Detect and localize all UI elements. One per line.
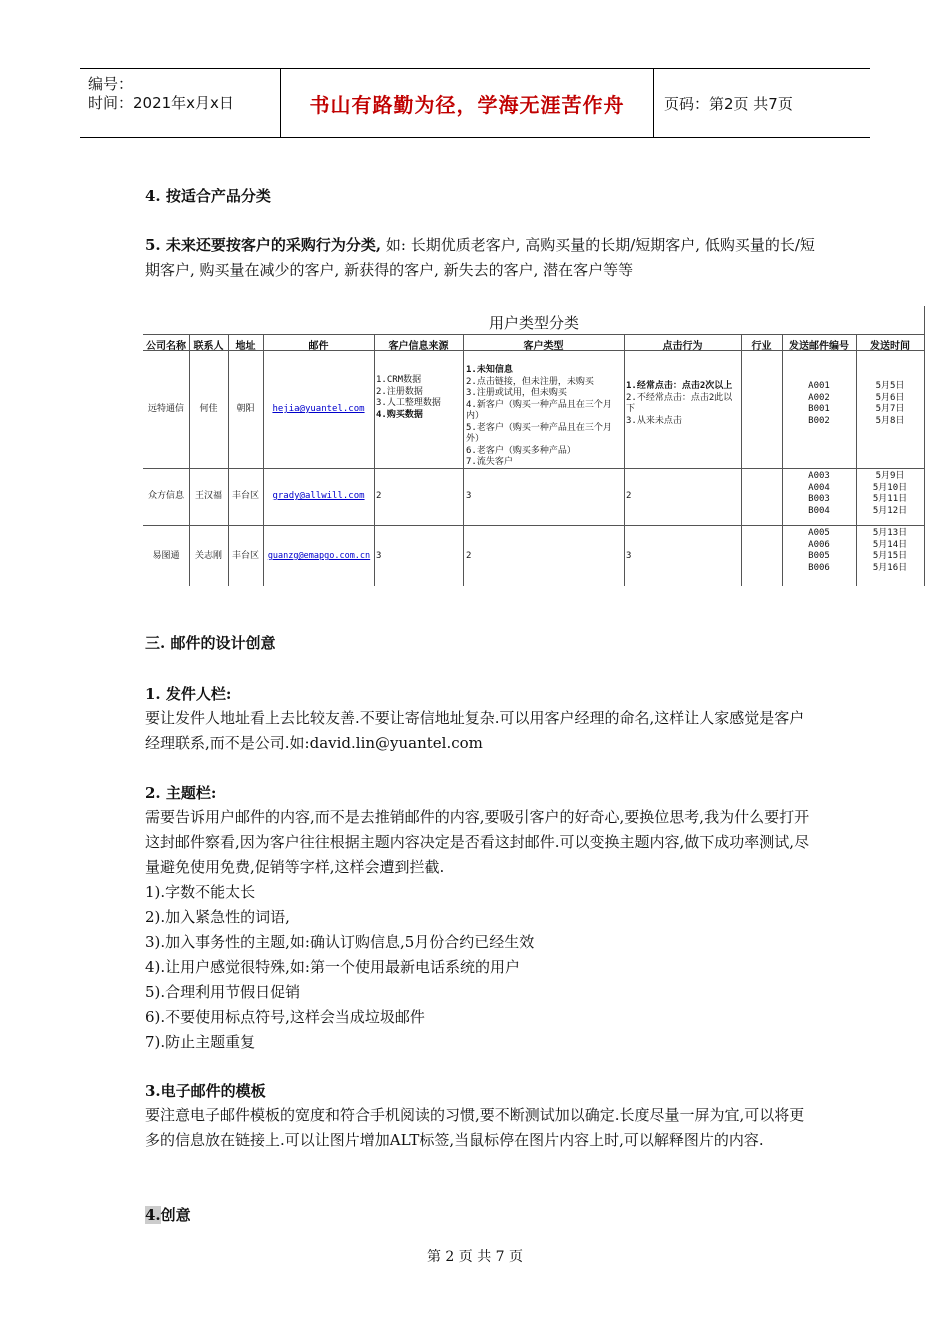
table-cell-click bbox=[626, 381, 740, 427]
date-line: 5月16日 bbox=[872, 562, 908, 573]
date-line: 5月6日 bbox=[875, 392, 905, 403]
date-line: 5月8日 bbox=[875, 415, 905, 426]
section-5-text: 如: 长期优质老客户, 高购买量的长期/短期客户, 低购买量的长/短期客户, 购买量在减少的客户, 新获得的客户, 新失去的客户, 潜在客户等等 bbox=[145, 236, 815, 279]
list-item: 6).不要使用标点符号,这样会当成垃圾邮件 bbox=[145, 1008, 425, 1026]
source-line: 4.购买数据 bbox=[376, 409, 423, 420]
header-page-cell bbox=[654, 69, 870, 137]
p4-heading bbox=[145, 1203, 815, 1228]
source-line: 1.CRM数据 bbox=[376, 375, 422, 385]
table-cell-ctype: 2 bbox=[466, 551, 472, 561]
table-cell-company: 远特通信 bbox=[147, 404, 184, 414]
p2-text: 需要告诉用户邮件的内容,而不是去推销邮件的内容,要吸引客户的好奇心,要换位思考,我为什么要打开这封邮件察看,因为客户往往根据主题内容决定是否看这封邮件.可以变换主题内容,做下成功率测试,尽量避免使用免费,促销等字样,这样会遭到拦截. bbox=[145, 808, 810, 876]
table-cell-source bbox=[376, 375, 462, 421]
list-item: 1).字数不能太长 bbox=[145, 883, 256, 901]
header-motto: 书山有路勤为径，学海无涯苦作舟 bbox=[309, 92, 625, 117]
ctype-line: 7.流失客户 bbox=[466, 457, 513, 467]
header-meta bbox=[80, 69, 281, 137]
section-5-paragraph bbox=[145, 233, 815, 283]
table-cell-address: 朝阳 bbox=[236, 404, 255, 414]
date-line: 5月7日 bbox=[875, 404, 905, 414]
code-line: A002 bbox=[808, 392, 830, 403]
col-header-address: 地址 bbox=[235, 341, 256, 352]
list-item: 2).加入紧急性的词语, bbox=[145, 908, 290, 926]
date-line: 5月14日 bbox=[872, 539, 908, 550]
table-cell-codes bbox=[782, 528, 856, 574]
col-header-click: 点击行为 bbox=[662, 341, 703, 352]
date-line: 5月11日 bbox=[872, 494, 908, 504]
table-cell-contact: 何佳 bbox=[199, 404, 218, 414]
table-cell-address: 丰台区 bbox=[231, 491, 259, 501]
source-line: 2.注册数据 bbox=[376, 386, 423, 397]
code-line: B002 bbox=[808, 415, 830, 426]
table-cell-click: 2 bbox=[626, 491, 632, 501]
ctype-line: 4.新客户（购买一种产品且在三个月内） bbox=[466, 399, 612, 421]
code-line: B001 bbox=[808, 404, 830, 414]
click-line: 2.不经常点击：点击2此以下 bbox=[626, 392, 733, 414]
ctype-line: 2.点击链接，但未注册，未购买 bbox=[466, 376, 594, 387]
code-line: B004 bbox=[808, 505, 830, 516]
date-line: 5月10日 bbox=[872, 482, 908, 493]
table-title: 用户类型分类 bbox=[488, 314, 579, 332]
col-header-ctype: 客户类型 bbox=[523, 341, 564, 352]
date-line: 5月13日 bbox=[872, 528, 908, 538]
table-cell-company: 众方信息 bbox=[147, 491, 184, 501]
date-line: 5月5日 bbox=[875, 381, 905, 391]
date-line: 5月12日 bbox=[872, 505, 908, 516]
table-cell-dates bbox=[856, 381, 924, 427]
table-cell-email[interactable]: guanzg@emapgo.com.cn bbox=[267, 551, 371, 561]
part3-title: 三. 邮件的设计创意 bbox=[145, 634, 276, 652]
table-cell-contact: 关志刚 bbox=[194, 551, 222, 561]
table-cell-source: 3 bbox=[376, 551, 382, 561]
code-line: A005 bbox=[808, 528, 830, 538]
col-header-industry: 行业 bbox=[751, 341, 772, 352]
col-header-company: 公司名称 bbox=[146, 341, 186, 352]
click-line: 3.从来未点击 bbox=[626, 415, 682, 426]
table-cell-codes bbox=[782, 471, 856, 517]
code-line: A001 bbox=[808, 381, 830, 391]
table-cell-source: 2 bbox=[376, 491, 382, 501]
p3-title: 3.电子邮件的模板 bbox=[145, 1082, 266, 1100]
ctype-line: 6.老客户（购买多种产品） bbox=[466, 445, 576, 456]
section-4-heading: 4. 按适合产品分类 bbox=[145, 187, 271, 205]
date-line: 5月9日 bbox=[875, 471, 905, 481]
header-page-number: 页码：第2页 共7页 bbox=[664, 94, 793, 113]
code-line: A003 bbox=[808, 471, 830, 481]
source-line: 3.人工整理数据 bbox=[376, 398, 441, 408]
table-cell-codes bbox=[782, 381, 856, 427]
table-cell-ctype: 3 bbox=[466, 491, 472, 501]
p2-title: 2. 主题栏: bbox=[145, 784, 217, 802]
col-header-email: 邮件 bbox=[308, 341, 329, 352]
p4-number: 4. bbox=[145, 1206, 161, 1224]
doc-number: 编号： bbox=[88, 75, 134, 93]
col-header-dates: 发送时间 bbox=[870, 341, 910, 352]
table-cell-email[interactable]: grady@allwill.com bbox=[272, 491, 365, 501]
p1-title: 1. 发件人栏: bbox=[145, 685, 232, 703]
list-item: 5).合理利用节假日促销 bbox=[145, 983, 301, 1001]
section-5-heading: 5. 未来还要按客户的采购行为分类, bbox=[145, 236, 382, 254]
doc-time: 时间：2021年x月x日 bbox=[88, 94, 234, 112]
code-line: A004 bbox=[808, 482, 830, 493]
page-header bbox=[80, 68, 870, 138]
table-cell-company: 易图通 bbox=[152, 551, 180, 561]
list-item: 4).让用户感觉很特殊,如:第一个使用最新电话系统的用户 bbox=[145, 958, 520, 976]
date-line: 5月15日 bbox=[872, 551, 908, 561]
ctype-line: 3.注册或试用，但未购买 bbox=[466, 388, 567, 398]
ctype-line: 5.老客户（购买一种产品且在三个月外） bbox=[466, 422, 612, 444]
code-line: B003 bbox=[808, 494, 830, 504]
table-cell-address: 丰台区 bbox=[231, 551, 259, 561]
table-cell-dates bbox=[856, 471, 924, 517]
code-line: A006 bbox=[808, 539, 830, 550]
col-header-contact: 联系人 bbox=[193, 341, 224, 352]
table-cell-ctype bbox=[466, 365, 623, 469]
header-motto-cell bbox=[281, 69, 654, 137]
p1-text: 要让发件人地址看上去比较友善.不要让寄信地址复杂.可以用客户经理的命名,这样让人家感觉是客户经理联系,而不是公司.如:david.lin@yuantel.com bbox=[145, 709, 805, 752]
code-line: B005 bbox=[808, 551, 830, 561]
code-line: B006 bbox=[808, 562, 830, 573]
page-footer: 第 2 页 共 7 页 bbox=[426, 1249, 524, 1265]
ctype-line: 1.未知信息 bbox=[466, 365, 513, 375]
col-header-source: 客户信息来源 bbox=[388, 341, 449, 352]
p3-text: 要注意电子邮件模板的宽度和符合手机阅读的习惯,要不断测试加以确定.长度尽量一屏为宜,可以将更多的信息放在链接上.可以让图片增加ALT标签,当鼠标停在图片内容上时,可以解释图片的内容. bbox=[145, 1106, 805, 1149]
list-item: 3).加入事务性的主题,如:确认订购信息,5月份合约已经生效 bbox=[145, 933, 535, 951]
table-cell-click: 3 bbox=[626, 551, 632, 561]
col-header-codes: 发送邮件编号 bbox=[789, 341, 849, 352]
list-item: 7).防止主题重复 bbox=[145, 1033, 256, 1051]
click-line: 1.经常点击：点击2次以上 bbox=[626, 381, 733, 391]
table-cell-email[interactable]: hejia@yuantel.com bbox=[272, 404, 365, 414]
p4-title: 创意 bbox=[160, 1206, 191, 1224]
tips-list bbox=[145, 880, 815, 1055]
table-cell-dates bbox=[856, 528, 924, 574]
table-cell-contact: 王汉福 bbox=[194, 491, 222, 501]
